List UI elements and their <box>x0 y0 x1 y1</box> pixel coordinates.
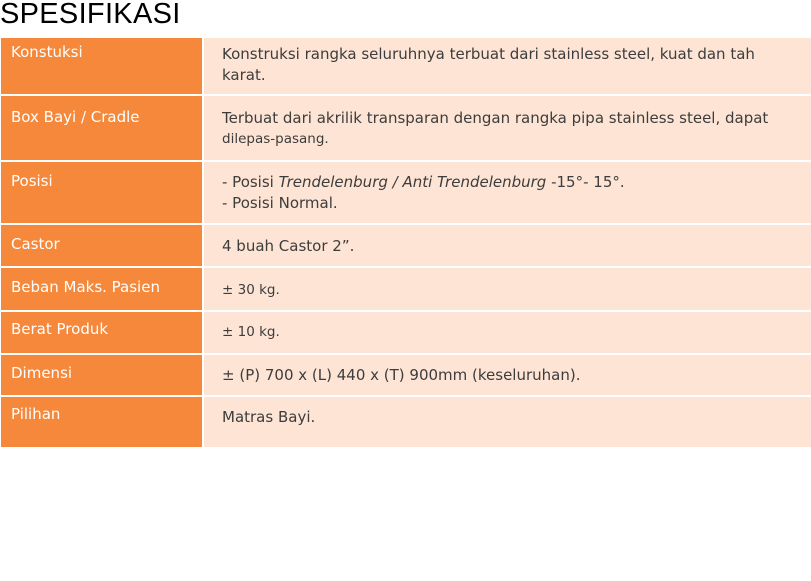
spec-value-line: ± 10 kg. <box>222 324 280 340</box>
table-row <box>1 397 811 447</box>
spec-label: Beban Maks. Pasien <box>1 268 204 310</box>
table-row <box>1 225 811 268</box>
spec-value-line: dilepas-pasang. <box>222 131 329 147</box>
spec-value <box>204 312 811 353</box>
spec-label: Berat Produk <box>1 312 204 353</box>
spec-value-line: ± (P) 700 x (L) 440 x (T) 900mm (keseluruhan). <box>222 366 581 384</box>
table-row <box>1 162 811 225</box>
spec-value <box>204 38 811 94</box>
spec-value-line: Terbuat dari akrilik transparan dengan rangka pipa stainless steel, dapat <box>222 109 769 127</box>
table-row <box>1 312 811 355</box>
spec-value <box>204 268 811 310</box>
spec-table <box>1 38 811 447</box>
page-title: SPESIFIKASI <box>0 0 181 30</box>
spec-value-suffix: -15°- 15°. <box>546 173 625 191</box>
spec-value-line: Konstruksi rangka seluruhnya terbuat dari stainless steel, kuat dan tah <box>222 45 755 63</box>
spec-value <box>204 225 811 266</box>
spec-label: Posisi <box>1 162 204 223</box>
spec-label: Konstuksi <box>1 38 204 94</box>
table-row <box>1 355 811 397</box>
spec-label: Castor <box>1 225 204 266</box>
spec-value-line: Matras Bayi. <box>222 408 316 426</box>
spec-value-line: - Posisi Normal. <box>222 194 338 212</box>
table-row <box>1 96 811 162</box>
spec-value-line <box>222 172 787 193</box>
spec-value-line: karat. <box>222 66 266 84</box>
spec-value-line: ± 30 kg. <box>222 282 280 298</box>
table-row <box>1 38 811 96</box>
spec-label: Box Bayi / Cradle <box>1 96 204 160</box>
spec-value <box>204 162 811 223</box>
spec-value <box>204 355 811 395</box>
spec-value <box>204 397 811 447</box>
table-row <box>1 268 811 312</box>
spec-value-prefix: - Posisi <box>222 173 279 191</box>
spec-label: Dimensi <box>1 355 204 395</box>
spec-value-italic: Trendelenburg / Anti Trendelenburg <box>278 173 547 191</box>
spec-value <box>204 96 811 160</box>
spec-value-line: 4 buah Castor 2”. <box>222 237 355 255</box>
spec-label: Pilihan <box>1 397 204 447</box>
